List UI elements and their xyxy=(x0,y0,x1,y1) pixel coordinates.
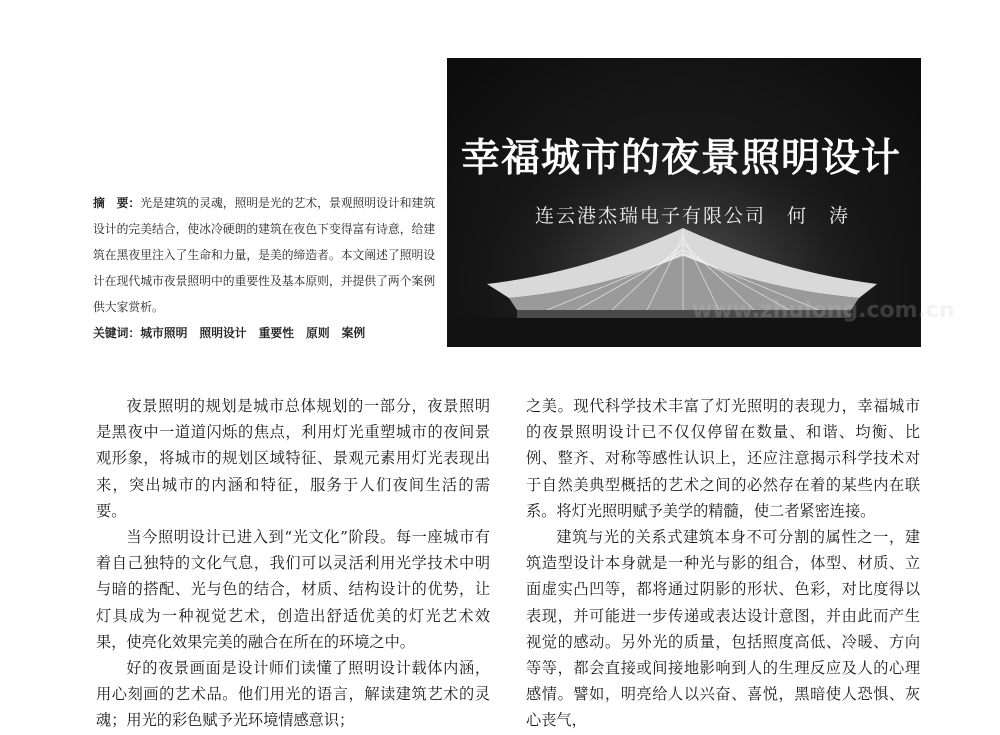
body-paragraph: 夜景照明的规划是城市总体规划的一部分，夜景照明是黑夜中一道道闪烁的焦点，利用灯光重塑城市的夜间景观形象，将城市的规划区域特征、景观元素用灯光表现出来，突出城市的内涵和特征，服务于人们夜间生活的需要。 xyxy=(96,397,490,520)
body-paragraph: 建筑与光的关系式建筑本身不可分割的属性之一，建筑造型设计本身就是一种光与影的组合，体型、材质、立面虚实凸凹等，都将通过阴影的形状、色彩，对比度得以表现，并可能进一步传递或表达设计意图，并由此而产生视觉的感动。另外光的质量，包括照度高低、冷暖、方向等等，都会直接或间接地影响到人的生理反应及人的心理感情。譬如，明亮给人以兴奋、喜悦，黑暗使人恐惧、灰心丧气， xyxy=(526,528,920,730)
keywords-line xyxy=(93,320,443,346)
keyword: 重要性 xyxy=(258,326,295,340)
abstract-paragraph xyxy=(93,190,443,320)
keywords-label: 关键词： xyxy=(93,326,141,340)
keyword: 原则 xyxy=(306,326,330,340)
body-paragraph-continued: 之美。现代科学技术丰富了灯光照明的表现力，幸福城市的夜景照明设计已不仅仅停留在数量、和谐、均衡、比例、整齐、对称等感性认识上，还应注意揭示科学技术对于自然美典型概括的艺术之间的必然存在着的某些内在联系。将灯光照明赋予美学的精髓，使二者紧密连接。 xyxy=(526,397,920,520)
body-column-left xyxy=(96,393,490,734)
abstract-text: 光是建筑的灵魂，照明是光的艺术，景观照明设计和建筑设计的完美结合，使冰冷硬朗的建筑在夜色下变得富有诗意，给建筑在黑夜里注入了生命和力量，是美的缔造者。本文阐述了照明设计在现代城市夜景照明中的重要性及基本原则，并提供了两个案例供大家赏析。 xyxy=(93,196,436,314)
body-paragraph: 当今照明设计已进入到“光文化”阶段。每一座城市有着自己独特的文化气息，我们可以灵活利用光学技术中明与暗的搭配、光与色的结合，材质、结构设计的优势，让灯具成为一种视觉艺术，创造出舒适优美的灯光艺术效果，使亮化效果完美的融合在所在的环境之中。 xyxy=(96,528,490,651)
article-author: 连云港杰瑞电子有限公司 何 涛 xyxy=(535,205,851,227)
abstract-label: 摘 要： xyxy=(93,196,141,210)
keyword: 照明设计 xyxy=(199,326,247,340)
body-paragraph: 好的夜景画面是设计师们读懂了照明设计载体内涵，用心刻画的艺术品。他们用光的语言，解读建筑艺术的灵魂；用光的彩色赋予光环境情感意识； xyxy=(96,659,490,730)
article-title: 幸福城市的夜景照明设计 xyxy=(461,136,902,181)
header-photo xyxy=(447,58,955,347)
abstract-block xyxy=(93,190,443,346)
watermark: www.zhulong.com.cn xyxy=(692,298,955,323)
keyword: 城市照明 xyxy=(140,326,188,340)
keyword: 案例 xyxy=(341,326,366,340)
body-column-right xyxy=(526,393,920,734)
